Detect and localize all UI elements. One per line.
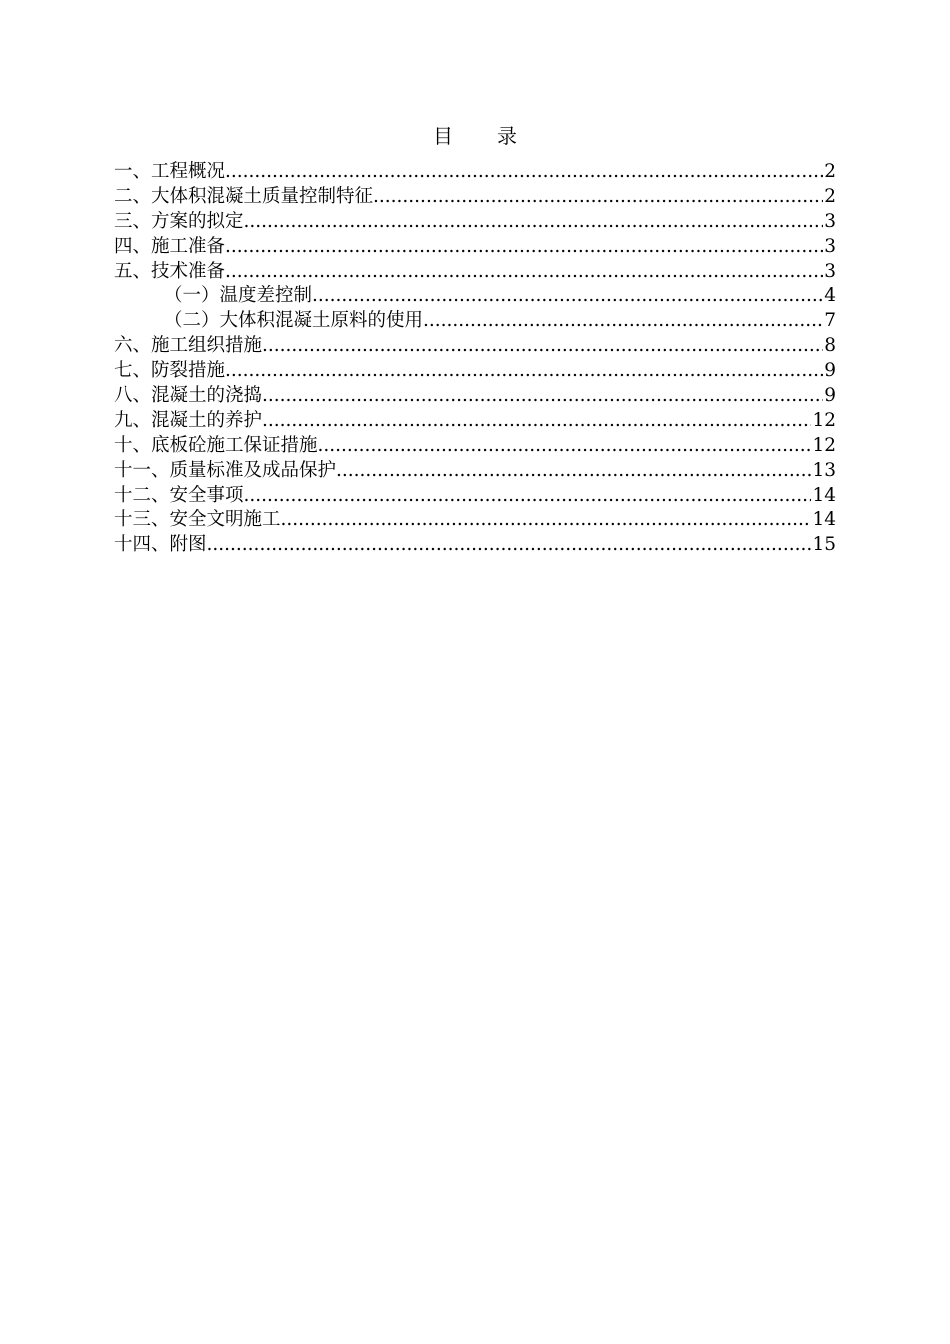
toc-title-part-1: 目 (433, 124, 453, 148)
toc-entry-page: 3 (824, 235, 836, 257)
toc-entry-page: 12 (812, 434, 836, 456)
toc-entry-13[interactable] (114, 459, 836, 484)
toc-entry-page: 9 (824, 385, 836, 407)
toc-entry-page: 13 (812, 459, 836, 481)
toc-entry-page: 2 (824, 185, 836, 207)
toc-dot-leader (312, 284, 823, 309)
toc-entry-label: 二、大体积混凝土质量控制特征 (114, 185, 374, 207)
toc-dot-leader (207, 533, 812, 558)
toc-entry-2[interactable] (114, 185, 836, 210)
toc-dot-leader (262, 334, 823, 359)
toc-dot-leader (225, 235, 823, 260)
toc-entry-16[interactable] (114, 533, 836, 558)
toc-entry-page: 14 (812, 484, 836, 506)
toc-entry-1[interactable] (114, 160, 836, 185)
toc-dot-leader (225, 260, 823, 285)
toc-entry-page: 12 (812, 409, 836, 431)
toc-entry-15[interactable] (114, 508, 836, 533)
toc-dot-leader (244, 210, 824, 235)
toc-entry-label: 十二、安全事项 (114, 484, 244, 506)
toc-entry-label: 七、防裂措施 (114, 360, 226, 382)
toc-entry-label: 六、施工组织措施 (114, 335, 263, 357)
toc-entry-label: 四、施工准备 (114, 235, 226, 257)
toc-title (0, 122, 950, 150)
toc-entry-11[interactable] (114, 409, 836, 434)
toc-entry-label: 十、底板砼施工保证措施 (114, 434, 318, 456)
toc-dot-leader (262, 384, 823, 409)
toc-dot-leader (262, 409, 811, 434)
toc-entry-8[interactable] (114, 334, 836, 359)
toc-dot-leader (244, 484, 812, 509)
toc-entry-label: 五、技术准备 (114, 260, 226, 282)
table-of-contents (114, 160, 836, 558)
toc-entry-page: 9 (824, 360, 836, 382)
toc-entry-7[interactable] (114, 309, 836, 334)
toc-entry-label: 三、方案的拟定 (114, 210, 244, 232)
toc-entry-page: 15 (812, 534, 836, 556)
toc-entry-label: 十四、附图 (114, 534, 207, 556)
toc-dot-leader (225, 160, 823, 185)
toc-entry-label: 九、混凝土的养护 (114, 409, 263, 431)
toc-entry-4[interactable] (114, 235, 836, 260)
toc-dot-leader (423, 309, 823, 334)
toc-dot-leader (225, 359, 823, 384)
toc-entry-page: 3 (824, 260, 836, 282)
toc-entry-page: 8 (824, 335, 836, 357)
toc-entry-12[interactable] (114, 434, 836, 459)
toc-dot-leader (281, 508, 812, 533)
toc-entry-page: 3 (824, 210, 836, 232)
toc-entry-label: 一、工程概况 (114, 161, 226, 182)
toc-entry-label: （二）大体积混凝土原料的使用 (164, 310, 424, 332)
toc-entry-5[interactable] (114, 260, 836, 285)
toc-entry-label: （一）温度差控制 (164, 285, 313, 307)
toc-entry-page: 7 (824, 310, 836, 332)
toc-entry-14[interactable] (114, 484, 836, 509)
toc-title-part-2: 录 (497, 124, 517, 148)
toc-entry-6[interactable] (114, 284, 836, 309)
toc-dot-leader (318, 434, 812, 459)
toc-entry-9[interactable] (114, 359, 836, 384)
toc-dot-leader (336, 459, 811, 484)
toc-entry-3[interactable] (114, 210, 836, 235)
toc-entry-page: 2 (824, 161, 836, 182)
toc-entry-page: 14 (812, 509, 836, 531)
toc-entry-label: 八、混凝土的浇捣 (114, 385, 263, 407)
toc-entry-label: 十一、质量标准及成品保护 (114, 459, 337, 481)
toc-entry-10[interactable] (114, 384, 836, 409)
toc-entry-label: 十三、安全文明施工 (114, 509, 281, 531)
toc-entry-page: 4 (824, 285, 836, 307)
toc-dot-leader (373, 185, 823, 210)
